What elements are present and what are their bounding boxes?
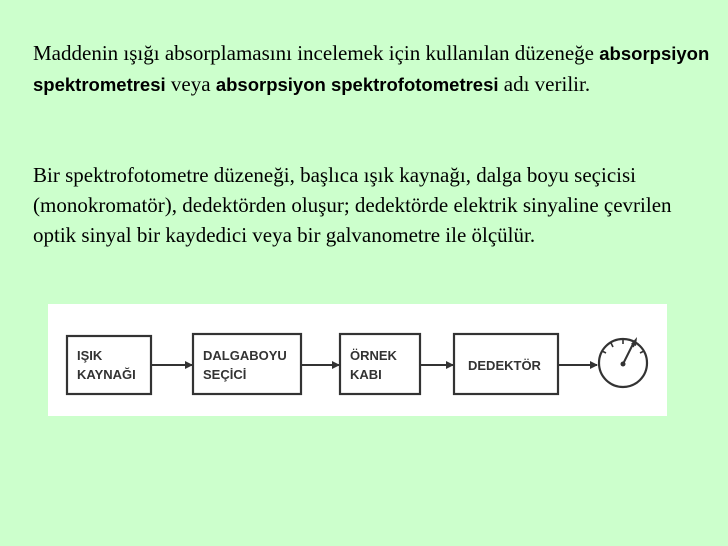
light-source-label-1: IŞIK: [77, 348, 103, 363]
sample-holder-label-1: ÖRNEK: [350, 348, 397, 363]
description-paragraph: Bir spektrofotometre düzeneği, başlıca ışık kaynağı, dalga boyu seçicisi (monokromatör), dedektörden oluşur; dedektörde elektrik sinyaline çevrilen optik sinyal bir kaydedici veya bir galvanometre ile ölçülür.: [33, 163, 672, 247]
detector-label: DEDEKTÖR: [468, 358, 541, 373]
intro-text-1: Maddenin ışığı absorplamasını incelemek için kullanılan düzeneğe: [33, 41, 600, 65]
sample-holder-label-2: KABI: [350, 367, 382, 382]
wavelength-selector-label-1: DALGABOYU: [203, 348, 287, 363]
intro-paragraph: [33, 38, 713, 100]
spectrophotometer-block-diagram: [48, 304, 667, 416]
sample-holder-block: [340, 334, 420, 394]
intro-text-3: adı verilir.: [498, 72, 591, 96]
block-diagram-svg: [48, 304, 667, 416]
term-absorption-spectrometer: absorpsiyon spektrometresi: [33, 43, 710, 95]
intro-text-2: veya: [165, 72, 216, 96]
detector-block: [454, 334, 558, 394]
light-source-label-2: KAYNAĞI: [77, 367, 136, 382]
galvanometer-icon: [599, 337, 647, 387]
wavelength-selector-label-2: SEÇİCİ: [203, 367, 247, 382]
light-source-block: [67, 336, 151, 394]
term-absorption-spectrophotometer: absorpsiyon spektrofotometresi: [215, 74, 499, 95]
wavelength-selector-block: [193, 334, 301, 394]
